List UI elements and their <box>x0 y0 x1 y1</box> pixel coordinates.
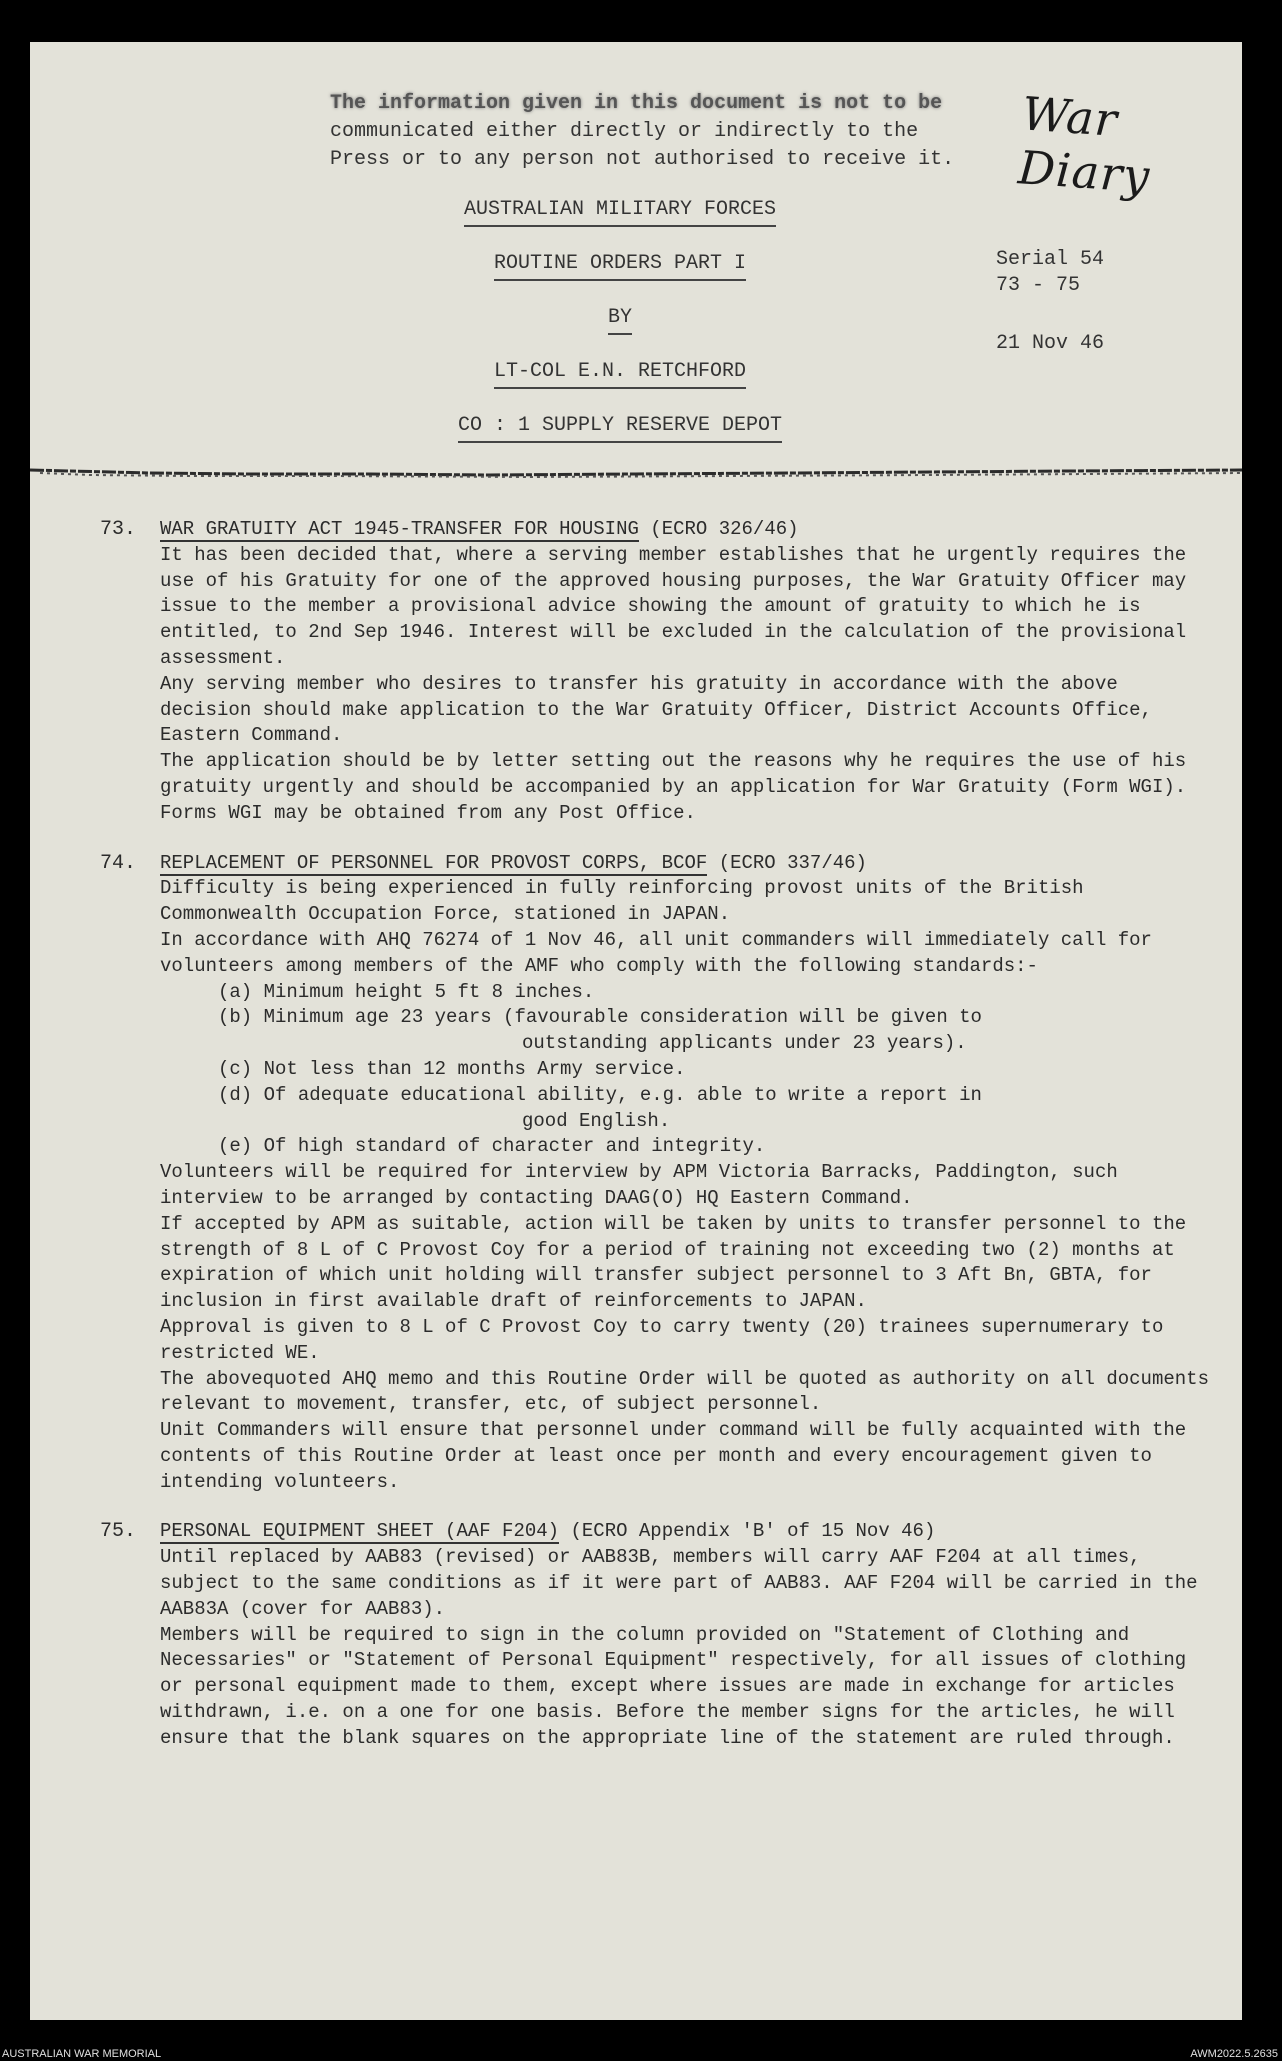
item-heading: PERSONAL EQUIPMENT SHEET (AAF F204) <box>160 1520 560 1543</box>
item-paragraph: Approval is given to 8 L of C Provost Coy to carry twenty (20) trainees supernumerary to restricted WE. <box>160 1315 1164 1364</box>
item-heading: WAR GRATUITY ACT 1945-TRANSFER FOR HOUSING <box>160 518 639 540</box>
item-paragraph: The abovequoted AHQ memo and this Routine Order will be quoted as authority on all documents relevant to movement, transfer, etc, of subject personnel. <box>160 1367 1209 1416</box>
standard-e: (e) Of high standard of character and integrity. <box>218 1135 766 1158</box>
item-paragraph: In accordance with AHQ 76274 of 1 Nov 46, all unit commanders will immediately call for volunteers among members of the AMF who comply with the following standards:- <box>160 928 1152 977</box>
standard-a: (a) Minimum height 5 ft 8 inches. <box>218 980 595 1003</box>
title-routine-orders: ROUTINE ORDERS PART I <box>494 251 746 281</box>
item-paragraph: If accepted by APM as suitable, action will be taken by units to transfer personnel to the strength of 8 L of C Provost Coy for a period of training not exceeding two (2) months at expiration of which unit holding will transfer subject personnel to 3 Aft Bn, GBTA, for inclusion in first available draft of reinforcements to JAPAN. <box>160 1212 1187 1313</box>
title-officer: LT-COL E.N. RETCHFORD <box>494 359 746 389</box>
item-paragraph: Any serving member who desires to transfer his gratuity in accordance with the above decision should make application to the War Gratuity Officer, District Accounts Office, Eastern Command. <box>160 672 1152 747</box>
serial-label: Serial 54 <box>996 248 1105 271</box>
title-forces: AUSTRALIAN MILITARY FORCES <box>464 197 776 227</box>
item-paragraph: It has been decided that, where a serving member establishes that he urgently requires the use of his Gratuity for one of the approved housing purposes, the War Gratuity Officer may issue to the member a provisional advice showing the amount of gratuity to which he is entitled, to 2nd Sep 1946. Interest will be excluded in the calculation of the provisional assessment. <box>160 543 1187 669</box>
item-reference: (ECRO 326/46) <box>650 518 799 540</box>
item-paragraph: Volunteers will be required for interview by APM Victoria Barracks, Paddington, such interview to be arranged by contacting DAAG(O) HQ Eastern Command. <box>160 1161 1118 1209</box>
order-title-block <box>410 197 830 467</box>
item-paragraph: Difficulty is being experienced in fully reinforcing provost units of the British Commonwealth Occupation Force, stationed in JAPAN. <box>160 877 1084 926</box>
orders-content <box>100 517 1210 1776</box>
item-paragraph: Unit Commanders will ensure that personnel under command will be fully acquainted with the contents of this Routine Order at least once per month and every encouragement given to intending volunteers. <box>160 1419 1187 1493</box>
item-paragraph: The application should be by letter setting out the reasons why he requires the use of his gratuity urgently and should be accompanied by an application for War Gratuity (Form WGI). <box>160 750 1187 798</box>
notice-line-3: Press or to any person not authorised to receive it. <box>330 148 955 171</box>
notice-line-1: The information given in this document is not to be <box>330 92 943 115</box>
item-paragraph: Forms WGI may be obtained from any Post Office. <box>160 801 696 824</box>
footer-accession-id: AWM2022.5.2635 <box>1190 2048 1278 2060</box>
item-paragraph: Until replaced by AAB83 (revised) or AAB83B, members will carry AAF F204 at all times, subject to the same conditions as if it were part of AAB83. AAF F204 will be carried in the AAB83A (cover for AAB83). <box>160 1546 1198 1620</box>
item-reference: (ECRO Appendix 'B' of 15 Nov 46) <box>570 1520 936 1543</box>
item-heading: REPLACEMENT OF PERSONNEL FOR PROVOST CORPS, BCOF <box>160 851 708 874</box>
standard-d: (d) Of adequate educational ability, e.g. able to write a report in good English. <box>218 1083 982 1132</box>
order-date: 21 Nov 46 <box>996 332 1105 355</box>
order-item-75 <box>100 1519 1210 1751</box>
item-number: 73. <box>100 518 137 541</box>
standard-c: (c) Not less than 12 months Army service. <box>218 1057 686 1080</box>
item-number: 75. <box>100 1520 137 1544</box>
header-divider <box>30 467 1242 479</box>
order-item-74 <box>100 851 1210 1496</box>
serial-range: 73 - 75 <box>996 274 1081 297</box>
title-by: BY <box>608 305 632 335</box>
item-number: 74. <box>100 851 137 875</box>
footer-archive-name: AUSTRALIAN WAR MEMORIAL <box>2 2048 162 2060</box>
document-page <box>30 42 1242 2020</box>
security-notice <box>330 90 1090 174</box>
standard-b: (b) Minimum age 23 years (favourable consideration will be given to outstanding applicants under 23 years). <box>218 1006 982 1055</box>
item-paragraph: Members will be required to sign in the column provided on "Statement of Clothing and Necessaries" or "Statement of Personal Equipment" respectively, for all issues of clothing or personal equipment made to them, except where issues are made in exchange for articles withdrawn, i.e. on a one for one basis. Before the member signs for the articles, he will ensure that the blank squares on the appropriate line of the statement are ruled through. <box>160 1623 1187 1749</box>
serial-block <box>996 247 1104 357</box>
handwritten-note: War Diary <box>1016 86 1152 204</box>
notice-line-2: communicated either directly or indirectly to the <box>330 120 919 143</box>
title-unit: CO : 1 SUPPLY RESERVE DEPOT <box>458 413 782 443</box>
item-reference: (ECRO 337/46) <box>718 851 867 874</box>
order-item-73 <box>100 517 1210 827</box>
